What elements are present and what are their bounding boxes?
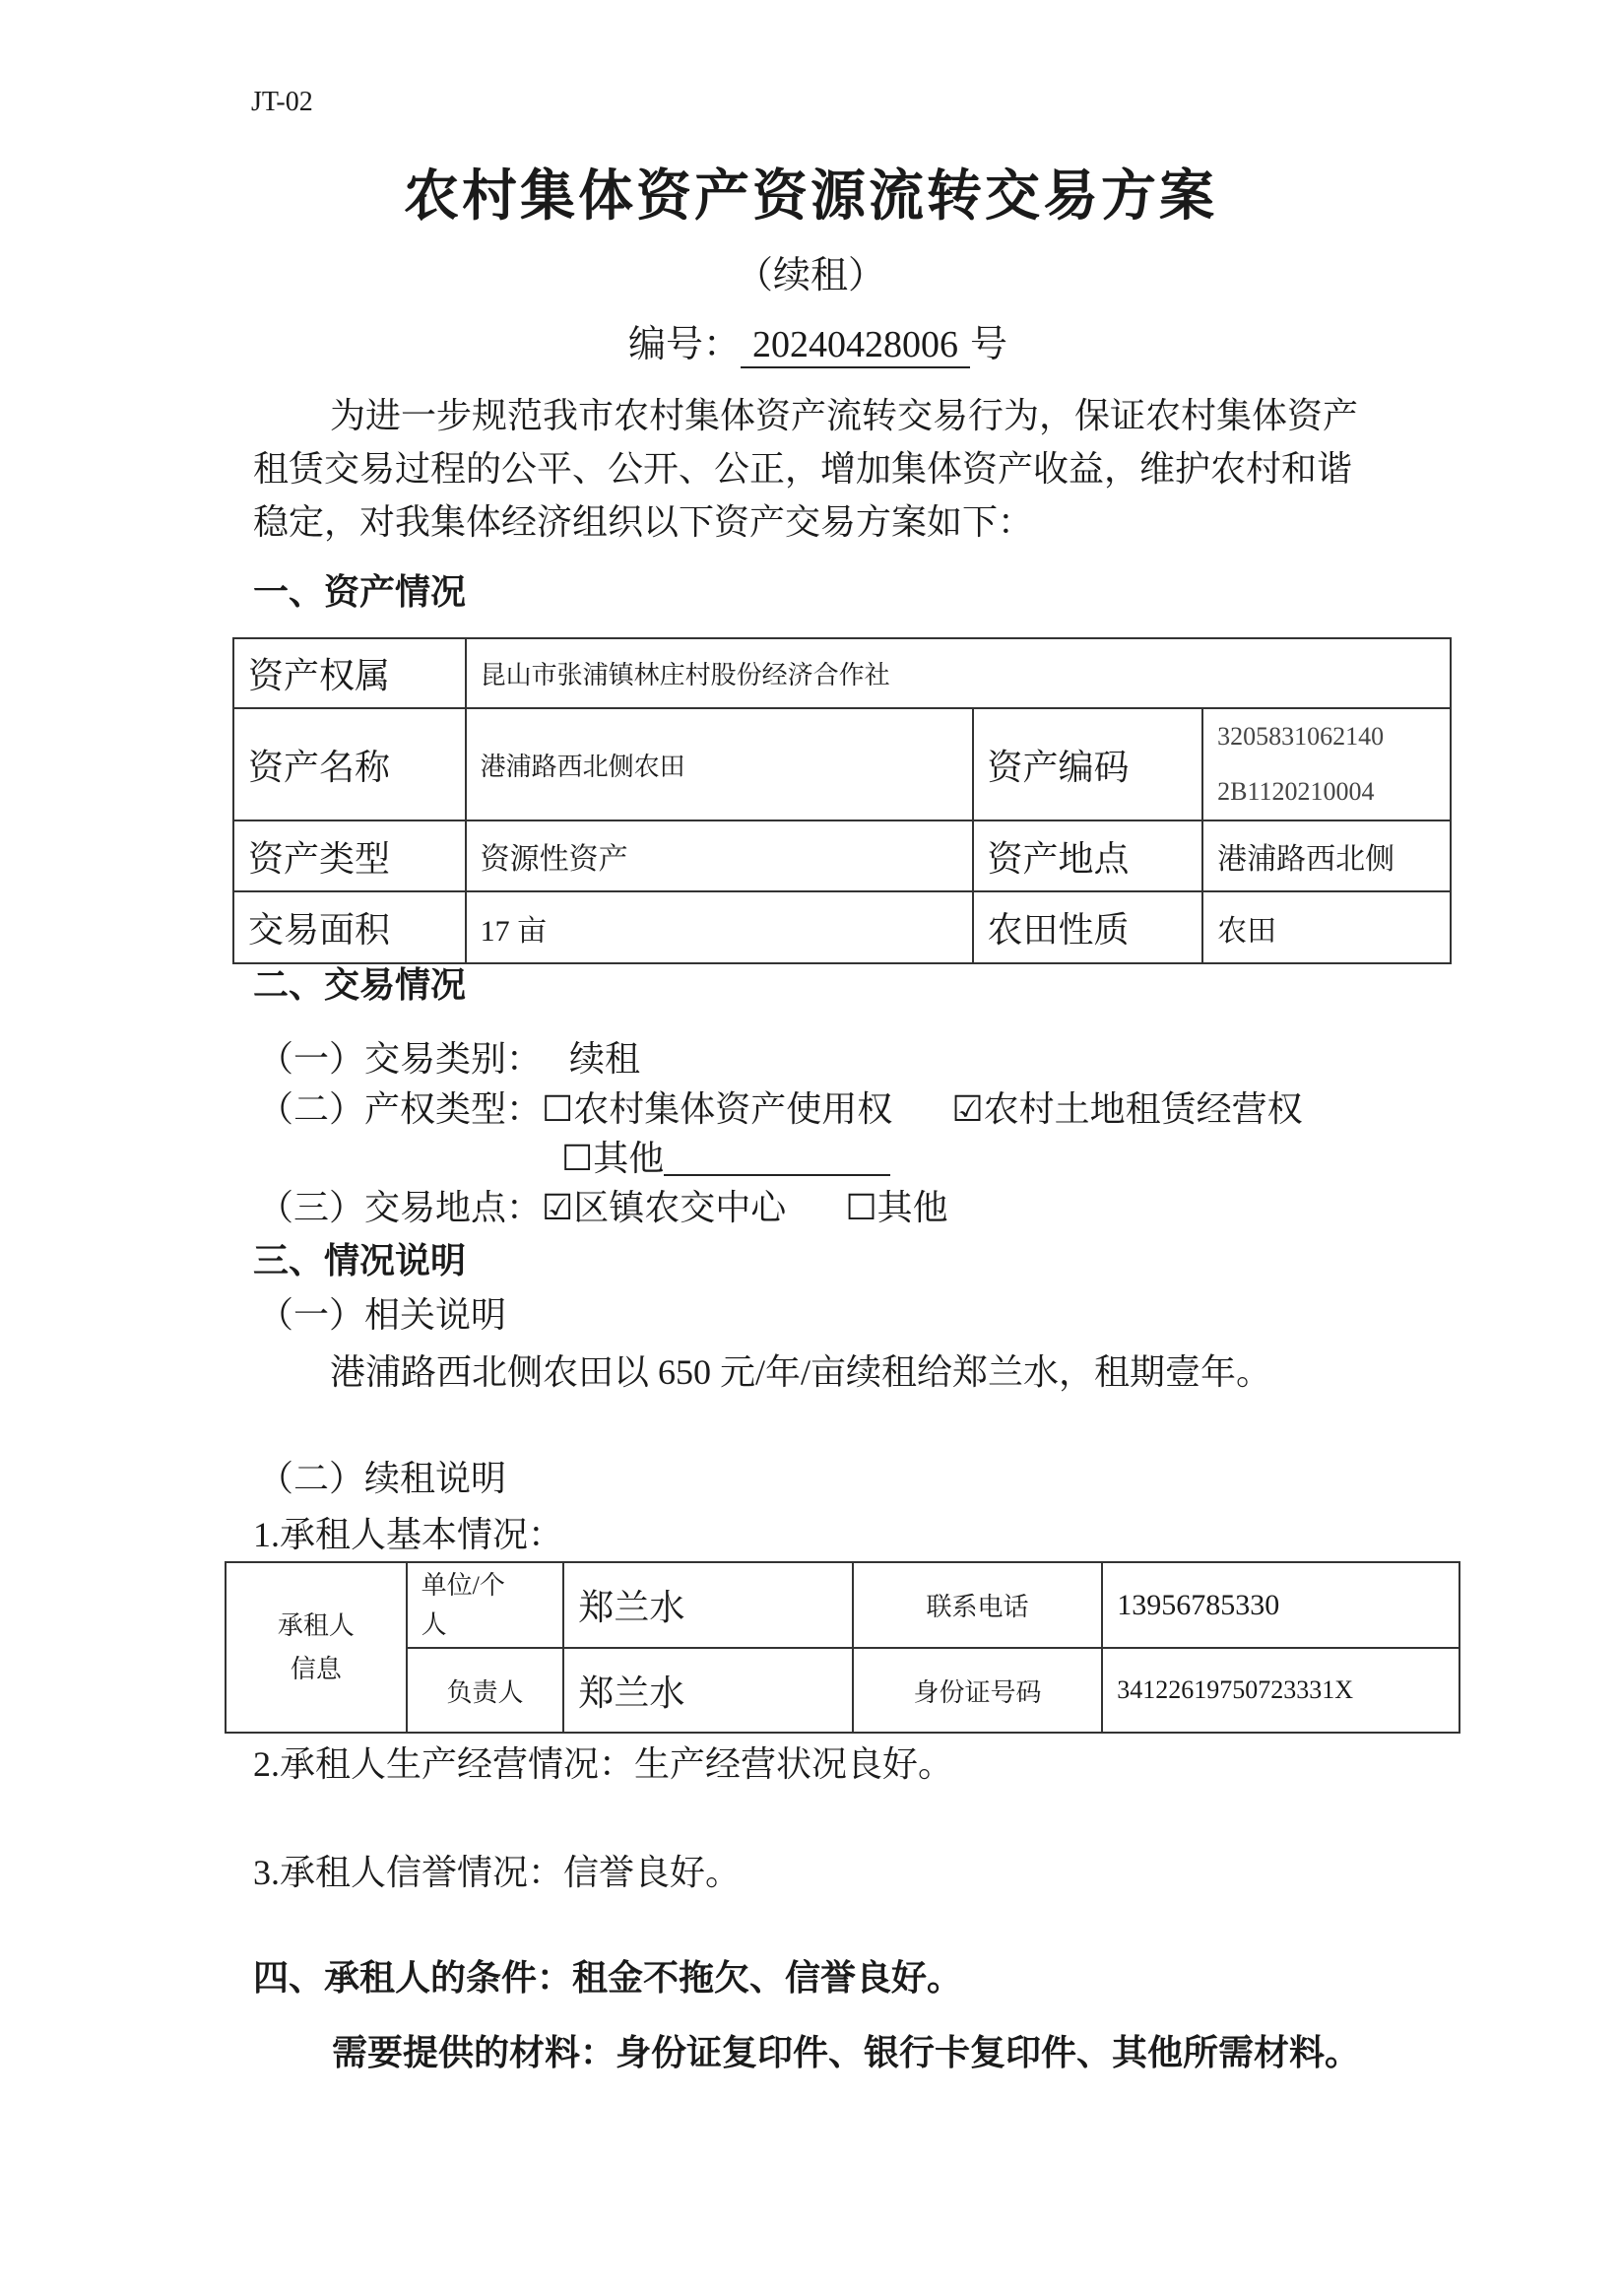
intro-line: 稳定，对我集体经济组织以下资产交易方案如下：	[253, 502, 1034, 542]
other-blank	[664, 1145, 890, 1176]
checkbox-unchecked-icon[interactable]: ☐	[542, 1089, 574, 1129]
label-line: 承租人	[277, 1610, 355, 1640]
intro-line: 租赁交易过程的公平、公开、公正，增加集体资产收益，维护农村和谐	[253, 449, 1353, 489]
tenant-group-label	[226, 1562, 407, 1733]
sub-heading: （二）续租说明	[258, 1459, 507, 1498]
category-label: （一）交易类别：	[258, 1039, 543, 1079]
responsible-value: 郑兰水	[563, 1648, 852, 1733]
property-type	[258, 1091, 1303, 1127]
option-label: 其他	[876, 1188, 948, 1227]
page-title: 农村集体资产资源流转交易方案	[404, 166, 1217, 228]
section-1-heading: 一、资产情况	[253, 572, 467, 612]
description: 港浦路西北侧农田以 650 元/年/亩续租给郑兰水，租期壹年。	[330, 1352, 1272, 1392]
code-line: 2B1120210004	[1217, 777, 1375, 806]
trade-location	[258, 1190, 948, 1225]
asset-table	[232, 637, 1452, 964]
section-4-heading: 四、承租人的条件：租金不拖欠、信誉良好。	[253, 1958, 963, 1998]
code-line: 3205831062140	[1217, 722, 1385, 751]
trade-location-label: （三）交易地点：	[258, 1188, 543, 1227]
section-2-heading: 二、交易情况	[253, 965, 467, 1005]
id-label: 身份证号码	[853, 1648, 1102, 1733]
id-value: 34122619750723331X	[1102, 1648, 1459, 1733]
phone-value: 13956785330	[1102, 1562, 1459, 1648]
nature-value: 农田	[1202, 891, 1451, 963]
owner-label: 资产权属	[233, 638, 466, 708]
location-value: 港浦路西北侧	[1202, 820, 1451, 891]
materials: 需要提供的材料：身份证复印件、银行卡复印件、其他所需材料。	[332, 2033, 1361, 2072]
label-line: 信息	[290, 1654, 342, 1683]
number-suffix: 号	[970, 324, 1008, 365]
tenant-credit: 3.承租人信誉情况：信誉良好。	[253, 1853, 742, 1892]
tenant-heading: 1.承租人基本情况：	[253, 1515, 564, 1554]
type-label: 资产类型	[233, 820, 466, 891]
nature-label: 农田性质	[973, 891, 1203, 963]
location-label: 资产地点	[973, 820, 1203, 891]
sub-heading: （一）相关说明	[258, 1295, 507, 1335]
tenant-operation: 2.承租人生产经营情况：生产经营状况良好。	[253, 1744, 954, 1784]
unit-label	[407, 1562, 564, 1648]
name-value: 港浦路西北侧农田	[466, 708, 973, 820]
unit-value: 郑兰水	[563, 1562, 852, 1648]
number-value: 20240428006	[741, 323, 970, 368]
category-value: 续租	[569, 1039, 641, 1079]
section-3-heading: 三、情况说明	[253, 1241, 467, 1280]
option-label: 农村土地租赁经营权	[983, 1089, 1303, 1129]
doc-code: JT-02	[251, 87, 313, 117]
option-label: 其他	[593, 1139, 665, 1178]
label-line: 单位/个	[421, 1570, 505, 1600]
code-value	[1202, 708, 1451, 820]
checkbox-checked-icon[interactable]: ☑	[951, 1089, 984, 1129]
property-type-other	[561, 1141, 890, 1176]
name-label: 资产名称	[233, 708, 466, 820]
subtitle: （续租）	[735, 255, 885, 296]
checkbox-unchecked-icon[interactable]: ☐	[845, 1188, 877, 1227]
area-value: 17 亩	[466, 891, 973, 963]
code-label: 资产编码	[973, 708, 1203, 820]
owner-value: 昆山市张浦镇林庄村股份经济合作社	[466, 638, 1451, 708]
checkbox-unchecked-icon[interactable]: ☐	[561, 1139, 594, 1178]
responsible-label: 负责人	[407, 1648, 564, 1733]
label-line: 人	[421, 1609, 447, 1639]
tenant-table	[225, 1561, 1460, 1734]
type-value: 资源性资产	[466, 820, 973, 891]
intro-line: 为进一步规范我市农村集体资产流转交易行为，保证农村集体资产	[330, 396, 1359, 435]
trade-category	[258, 1041, 640, 1077]
option-label: 区镇农交中心	[573, 1188, 787, 1227]
option-label: 农村集体资产使用权	[573, 1089, 893, 1129]
number-label: 编号：	[628, 324, 742, 365]
area-label: 交易面积	[233, 891, 466, 963]
checkbox-checked-icon[interactable]: ☑	[542, 1188, 574, 1227]
doc-number	[628, 313, 1007, 368]
phone-label: 联系电话	[853, 1562, 1102, 1648]
property-type-label: （二）产权类型：	[258, 1089, 543, 1129]
